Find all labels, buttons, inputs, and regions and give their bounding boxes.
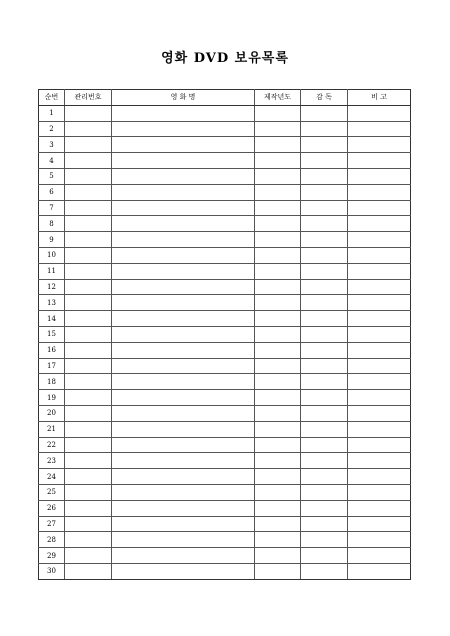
cell-mgmt-no[interactable] — [65, 563, 112, 579]
cell-seq: 6 — [39, 184, 65, 200]
cell-note[interactable] — [348, 168, 411, 184]
cell-year[interactable] — [255, 532, 301, 548]
table-row — [39, 232, 411, 248]
cell-year[interactable] — [255, 358, 301, 374]
table-row — [39, 437, 411, 453]
cell-movie-title[interactable] — [112, 437, 255, 453]
cell-mgmt-no[interactable] — [65, 405, 112, 421]
cell-year[interactable] — [255, 232, 301, 248]
cell-seq: 5 — [39, 168, 65, 184]
cell-movie-title[interactable] — [112, 453, 255, 469]
cell-seq: 22 — [39, 437, 65, 453]
cell-note[interactable] — [348, 405, 411, 421]
cell-movie-title[interactable] — [112, 563, 255, 579]
cell-director[interactable] — [301, 374, 348, 390]
cell-note[interactable] — [348, 453, 411, 469]
cell-director[interactable] — [301, 469, 348, 485]
table-body — [39, 105, 411, 579]
cell-seq: 4 — [39, 153, 65, 169]
cell-year[interactable] — [255, 200, 301, 216]
table-row — [39, 342, 411, 358]
cell-year[interactable] — [255, 216, 301, 232]
cell-mgmt-no[interactable] — [65, 168, 112, 184]
table-row — [39, 295, 411, 311]
cell-note[interactable] — [348, 232, 411, 248]
cell-seq: 16 — [39, 342, 65, 358]
cell-mgmt-no[interactable] — [65, 342, 112, 358]
cell-director[interactable] — [301, 200, 348, 216]
table-row — [39, 453, 411, 469]
cell-seq: 2 — [39, 121, 65, 137]
cell-note[interactable] — [348, 342, 411, 358]
table-row — [39, 469, 411, 485]
cell-director[interactable] — [301, 232, 348, 248]
cell-movie-title[interactable] — [112, 469, 255, 485]
cell-seq: 12 — [39, 279, 65, 295]
cell-mgmt-no[interactable] — [65, 374, 112, 390]
cell-movie-title[interactable] — [112, 326, 255, 342]
cell-movie-title[interactable] — [112, 168, 255, 184]
cell-director[interactable] — [301, 121, 348, 137]
table-row — [39, 137, 411, 153]
cell-director[interactable] — [301, 484, 348, 500]
table-row — [39, 563, 411, 579]
table-row — [39, 484, 411, 500]
cell-director[interactable] — [301, 279, 348, 295]
cell-movie-title[interactable] — [112, 500, 255, 516]
cell-mgmt-no[interactable] — [65, 469, 112, 485]
cell-seq: 28 — [39, 532, 65, 548]
table-row — [39, 532, 411, 548]
cell-seq: 18 — [39, 374, 65, 390]
table-row — [39, 121, 411, 137]
cell-note[interactable] — [348, 437, 411, 453]
cell-year[interactable] — [255, 326, 301, 342]
cell-mgmt-no[interactable] — [65, 216, 112, 232]
cell-director[interactable] — [301, 500, 348, 516]
cell-year[interactable] — [255, 405, 301, 421]
table-row — [39, 516, 411, 532]
cell-note[interactable] — [348, 469, 411, 485]
cell-director[interactable] — [301, 311, 348, 327]
cell-note[interactable] — [348, 326, 411, 342]
cell-director[interactable] — [301, 405, 348, 421]
table-row — [39, 548, 411, 564]
cell-year[interactable] — [255, 121, 301, 137]
cell-movie-title[interactable] — [112, 405, 255, 421]
cell-mgmt-no[interactable] — [65, 358, 112, 374]
cell-year[interactable] — [255, 184, 301, 200]
cell-seq: 1 — [39, 105, 65, 121]
cell-seq: 3 — [39, 137, 65, 153]
cell-movie-title[interactable] — [112, 342, 255, 358]
cell-movie-title[interactable] — [112, 295, 255, 311]
cell-year[interactable] — [255, 500, 301, 516]
header-mgmt-no: 관리번호 — [65, 90, 112, 106]
cell-note[interactable] — [348, 263, 411, 279]
table-row — [39, 279, 411, 295]
cell-movie-title[interactable] — [112, 247, 255, 263]
cell-year[interactable] — [255, 469, 301, 485]
cell-movie-title[interactable] — [112, 216, 255, 232]
cell-mgmt-no[interactable] — [65, 153, 112, 169]
cell-movie-title[interactable] — [112, 263, 255, 279]
cell-seq: 17 — [39, 358, 65, 374]
cell-note[interactable] — [348, 421, 411, 437]
cell-mgmt-no[interactable] — [65, 200, 112, 216]
cell-director[interactable] — [301, 437, 348, 453]
cell-director[interactable] — [301, 168, 348, 184]
cell-year[interactable] — [255, 247, 301, 263]
cell-seq: 26 — [39, 500, 65, 516]
cell-seq: 13 — [39, 295, 65, 311]
cell-director[interactable] — [301, 390, 348, 406]
cell-seq: 27 — [39, 516, 65, 532]
cell-mgmt-no[interactable] — [65, 295, 112, 311]
cell-mgmt-no[interactable] — [65, 137, 112, 153]
cell-note[interactable] — [348, 532, 411, 548]
cell-director[interactable] — [301, 548, 348, 564]
cell-seq: 19 — [39, 390, 65, 406]
cell-note[interactable] — [348, 216, 411, 232]
cell-director[interactable] — [301, 563, 348, 579]
cell-year[interactable] — [255, 453, 301, 469]
cell-note[interactable] — [348, 516, 411, 532]
cell-movie-title[interactable] — [112, 311, 255, 327]
cell-seq: 9 — [39, 232, 65, 248]
cell-note[interactable] — [348, 374, 411, 390]
cell-mgmt-no[interactable] — [65, 532, 112, 548]
cell-mgmt-no[interactable] — [65, 390, 112, 406]
cell-director[interactable] — [301, 184, 348, 200]
cell-note[interactable] — [348, 500, 411, 516]
cell-year[interactable] — [255, 484, 301, 500]
table-row — [39, 168, 411, 184]
cell-movie-title[interactable] — [112, 105, 255, 121]
table-row — [39, 263, 411, 279]
cell-mgmt-no[interactable] — [65, 232, 112, 248]
table-row — [39, 358, 411, 374]
cell-mgmt-no[interactable] — [65, 105, 112, 121]
cell-year[interactable] — [255, 295, 301, 311]
table-row — [39, 374, 411, 390]
cell-seq: 7 — [39, 200, 65, 216]
header-seq: 순번 — [39, 90, 65, 106]
table-row — [39, 184, 411, 200]
cell-note[interactable] — [348, 137, 411, 153]
cell-movie-title[interactable] — [112, 484, 255, 500]
header-movie-title: 영 화 명 — [112, 90, 255, 106]
cell-mgmt-no[interactable] — [65, 311, 112, 327]
cell-director[interactable] — [301, 532, 348, 548]
cell-movie-title[interactable] — [112, 153, 255, 169]
cell-mgmt-no[interactable] — [65, 484, 112, 500]
table-row — [39, 326, 411, 342]
cell-year[interactable] — [255, 105, 301, 121]
table-row — [39, 311, 411, 327]
cell-mgmt-no[interactable] — [65, 548, 112, 564]
cell-mgmt-no[interactable] — [65, 500, 112, 516]
cell-note[interactable] — [348, 295, 411, 311]
cell-year[interactable] — [255, 390, 301, 406]
cell-note[interactable] — [348, 279, 411, 295]
cell-movie-title[interactable] — [112, 390, 255, 406]
cell-year[interactable] — [255, 563, 301, 579]
cell-movie-title[interactable] — [112, 421, 255, 437]
cell-director[interactable] — [301, 453, 348, 469]
cell-movie-title[interactable] — [112, 548, 255, 564]
cell-seq: 14 — [39, 311, 65, 327]
table-row — [39, 200, 411, 216]
cell-note[interactable] — [348, 548, 411, 564]
cell-mgmt-no[interactable] — [65, 516, 112, 532]
cell-director[interactable] — [301, 105, 348, 121]
cell-year[interactable] — [255, 311, 301, 327]
cell-mgmt-no[interactable] — [65, 263, 112, 279]
cell-director[interactable] — [301, 216, 348, 232]
cell-director[interactable] — [301, 342, 348, 358]
cell-movie-title[interactable] — [112, 200, 255, 216]
cell-movie-title[interactable] — [112, 358, 255, 374]
header-director: 감 독 — [301, 90, 348, 106]
cell-movie-title[interactable] — [112, 374, 255, 390]
cell-mgmt-no[interactable] — [65, 184, 112, 200]
cell-year[interactable] — [255, 374, 301, 390]
cell-mgmt-no[interactable] — [65, 453, 112, 469]
cell-note[interactable] — [348, 121, 411, 137]
cell-director[interactable] — [301, 153, 348, 169]
table-row — [39, 500, 411, 516]
cell-director[interactable] — [301, 358, 348, 374]
table-row — [39, 153, 411, 169]
cell-note[interactable] — [348, 311, 411, 327]
table-row — [39, 105, 411, 121]
table-row — [39, 390, 411, 406]
cell-year[interactable] — [255, 548, 301, 564]
cell-seq: 30 — [39, 563, 65, 579]
cell-note[interactable] — [348, 563, 411, 579]
cell-year[interactable] — [255, 516, 301, 532]
cell-seq: 15 — [39, 326, 65, 342]
cell-mgmt-no[interactable] — [65, 247, 112, 263]
cell-movie-title[interactable] — [112, 279, 255, 295]
cell-director[interactable] — [301, 326, 348, 342]
cell-seq: 10 — [39, 247, 65, 263]
cell-director[interactable] — [301, 295, 348, 311]
dvd-inventory-table — [38, 89, 411, 580]
cell-mgmt-no[interactable] — [65, 421, 112, 437]
cell-year[interactable] — [255, 437, 301, 453]
table-row — [39, 216, 411, 232]
cell-note[interactable] — [348, 484, 411, 500]
cell-year[interactable] — [255, 421, 301, 437]
cell-director[interactable] — [301, 247, 348, 263]
header-note: 비 고 — [348, 90, 411, 106]
cell-seq: 23 — [39, 453, 65, 469]
cell-movie-title[interactable] — [112, 516, 255, 532]
cell-director[interactable] — [301, 137, 348, 153]
cell-movie-title[interactable] — [112, 532, 255, 548]
cell-note[interactable] — [348, 247, 411, 263]
cell-note[interactable] — [348, 105, 411, 121]
cell-seq: 21 — [39, 421, 65, 437]
table-row — [39, 405, 411, 421]
cell-mgmt-no[interactable] — [65, 437, 112, 453]
cell-mgmt-no[interactable] — [65, 279, 112, 295]
cell-note[interactable] — [348, 358, 411, 374]
cell-movie-title[interactable] — [112, 137, 255, 153]
cell-note[interactable] — [348, 153, 411, 169]
cell-mgmt-no[interactable] — [65, 121, 112, 137]
cell-year[interactable] — [255, 263, 301, 279]
cell-year[interactable] — [255, 342, 301, 358]
cell-year[interactable] — [255, 153, 301, 169]
cell-director[interactable] — [301, 516, 348, 532]
table-header-row — [39, 90, 411, 106]
table-row — [39, 247, 411, 263]
cell-year[interactable] — [255, 168, 301, 184]
cell-seq: 24 — [39, 469, 65, 485]
cell-note[interactable] — [348, 390, 411, 406]
cell-year[interactable] — [255, 137, 301, 153]
cell-seq: 25 — [39, 484, 65, 500]
cell-seq: 8 — [39, 216, 65, 232]
cell-note[interactable] — [348, 200, 411, 216]
header-year: 제작년도 — [255, 90, 301, 106]
cell-movie-title[interactable] — [112, 184, 255, 200]
cell-mgmt-no[interactable] — [65, 326, 112, 342]
cell-year[interactable] — [255, 279, 301, 295]
cell-movie-title[interactable] — [112, 121, 255, 137]
cell-seq: 11 — [39, 263, 65, 279]
cell-director[interactable] — [301, 263, 348, 279]
cell-movie-title[interactable] — [112, 232, 255, 248]
cell-seq: 29 — [39, 548, 65, 564]
table-row — [39, 421, 411, 437]
document-title: 영화 DVD 보유목록 — [161, 51, 289, 66]
cell-director[interactable] — [301, 421, 348, 437]
cell-seq: 20 — [39, 405, 65, 421]
cell-note[interactable] — [348, 184, 411, 200]
